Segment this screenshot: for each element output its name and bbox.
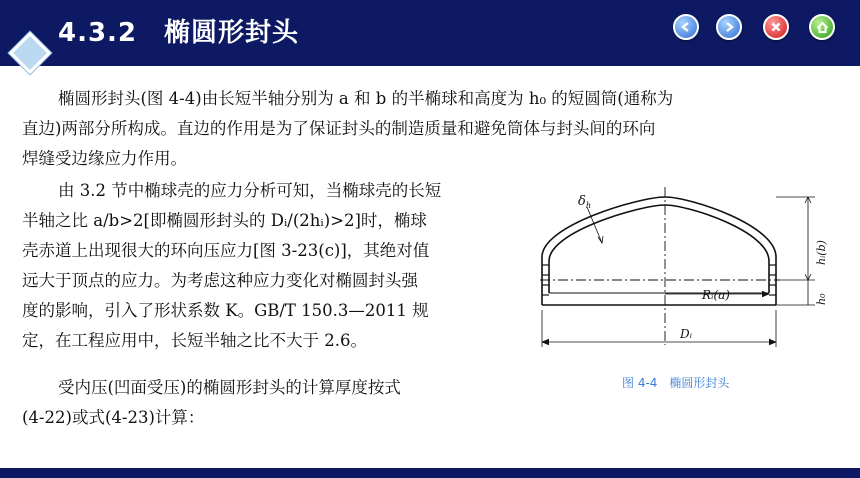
elliptical-head-diagram [540, 185, 840, 370]
paragraph-line: 壳赤道上出现很大的环向压应力[图 3-23(c)]，其绝对值 [22, 241, 430, 260]
label-delta-h: $\delta_h$ [578, 194, 591, 210]
paragraph-line: 受内压(凹面受压)的椭圆形封头的计算厚度按式 [58, 378, 401, 397]
figure-caption: 图 4-4 椭圆形封头 [622, 376, 730, 390]
paragraph-line: 度的影响，引入了形状系数 K。GB/T 150.3—2011 规 [22, 301, 429, 320]
close-button[interactable] [763, 14, 789, 40]
paragraph-line: 直边)两部分所构成。直边的作用是为了保证封头的制造质量和避免筒体与封头间的环向 [22, 119, 656, 138]
label-ri-a: Rᵢ(a) [702, 288, 730, 302]
close-icon [770, 21, 782, 33]
home-icon [816, 21, 829, 34]
paragraph-line: 定，在工程应用中，长短半轴之比不大于 2.6。 [22, 331, 367, 350]
arrow-right-icon [723, 21, 735, 33]
paragraph-line: (4-22)或式(4-23)计算： [22, 408, 205, 427]
label-di: Dᵢ [680, 327, 693, 341]
label-hi-b: hᵢ(b) [815, 240, 828, 265]
paragraph-line: 椭圆形封头(图 4-4)由长短半轴分别为 a 和 b 的半椭球和高度为 h₀ 的短圆筒(通称为 [58, 89, 674, 108]
header-bar [0, 0, 860, 66]
previous-button[interactable] [673, 14, 699, 40]
next-button[interactable] [716, 14, 742, 40]
paragraph-calculation [22, 373, 542, 433]
section-title: 4.3.2 椭圆形封头 [58, 18, 300, 48]
paragraph-line: 远大于顶点的应力。为考虑这种应力变化对椭圆封头强 [22, 271, 418, 290]
paragraph-line: 焊缝受边缘应力作用。 [22, 149, 187, 168]
paragraph-line: 由 3.2 节中椭球壳的应力分析可知，当椭球壳的长短 [58, 181, 442, 200]
diamond-decoration-icon [9, 32, 51, 74]
label-h0: h₀ [815, 293, 828, 305]
home-button[interactable] [809, 14, 835, 40]
footer-bar [0, 468, 860, 478]
arrow-left-icon [680, 21, 692, 33]
paragraph-line: 半轴之比 a/b>2[即椭圆形封头的 Dᵢ/(2hᵢ)>2]时，椭球 [22, 211, 427, 230]
paragraph-stress-analysis [22, 176, 540, 356]
paragraph-intro [22, 84, 842, 174]
